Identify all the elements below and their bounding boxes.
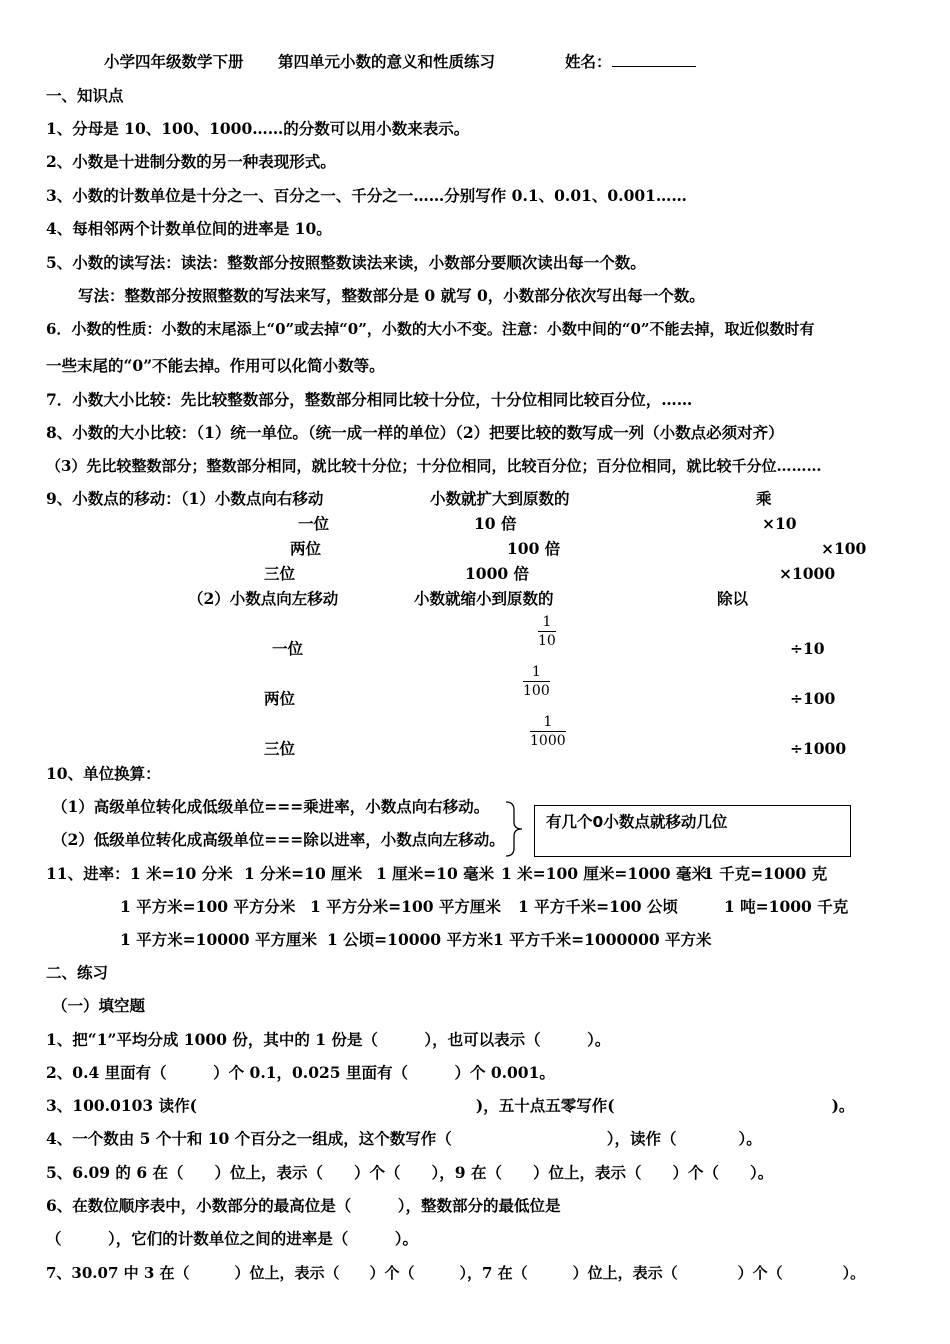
subsection-fill-blank: （一）填空题 (52, 996, 146, 1015)
question-5: 5、6.09 的 6 在（ ）位上，表示（ ）个（ ），9 在（ ）位上，表示（ ）个（ ）。 (46, 1163, 774, 1182)
rate-r2-3: 1 吨=1000 千克 (724, 897, 849, 916)
rate-r1-3: 1 米=100 厘米=1000 毫米 (501, 864, 707, 883)
point-11-title: 11、进率： (46, 864, 130, 883)
left-row-1-c: ÷10 (790, 639, 825, 658)
left-row-1-a: 一位 (272, 639, 304, 658)
right-row-3-b: 1000 倍 (465, 564, 530, 583)
point-8-line-2: （3）先比较整数部分；整数部分相同，就比较十分位；十分位相同，比较百分位；百分位相同，就比较千分位……… (46, 457, 822, 475)
fraction-1-10: $\frac{1}{10}$ (538, 614, 556, 649)
rate-r3-2: 1 平方千米=1000000 平方米 (493, 930, 712, 949)
name-label: 姓名： (565, 52, 696, 72)
point-7: 7．小数大小比较：先比较整数部分，整数部分相同比较十分位，十分位相同比较百分位，…… (46, 390, 693, 409)
point-10-rule-2: （2）低级单位转化成高级单位===除以进率，小数点向左移动。 (52, 830, 505, 849)
left-row-3-a: 三位 (264, 739, 296, 758)
header-unit: 第四单元小数的意义和性质练习 (278, 52, 496, 71)
question-1: 1、把“1”平均分成 1000 份，其中的 1 份是（ ），也可以表示（ ）。 (46, 1030, 611, 1049)
left-row-2-c: ÷100 (790, 689, 836, 708)
right-row-2-c: ×100 (821, 539, 867, 558)
point-1: 1、分母是 10、100、1000……的分数可以用小数来表示。 (46, 119, 470, 138)
point-3: 3、小数的计数单位是十分之一、百分之一、千分之一……分别写作 0.1、0.01、0.001…… (46, 186, 687, 205)
point-6-line-1: 6．小数的性质：小数的末尾添上“0”或去掉“0”，小数的大小不变。注意：小数中间的“0”不能去掉，取近似数时有 (46, 320, 815, 338)
question-6-line-2: （ ），它们的计数单位之间的进率是（ ）。 (46, 1229, 419, 1248)
right-brace-icon (502, 800, 526, 858)
rate-r3-1: 1 公顷=10000 平方米 (327, 930, 493, 949)
question-2: 2、0.4 里面有（ ）个 0.1，0.025 里面有（ ）个 0.001。 (46, 1063, 555, 1082)
point-4: 4、每相邻两个计数单位间的进率是 10。 (46, 219, 332, 238)
section-1-title: 一、知识点 (46, 86, 124, 105)
name-blank[interactable] (612, 52, 696, 67)
left-row-2-a: 两位 (264, 689, 296, 708)
left-move-col2: 小数就缩小到原数的 (414, 589, 554, 608)
right-row-1-a: 一位 (298, 514, 330, 533)
point-10-title: 10、单位换算： (46, 764, 161, 783)
right-row-2-a: 两位 (290, 539, 322, 558)
point-9-col3: 乘 (756, 489, 772, 508)
point-10-rule-1: （1）高级单位转化成低级单位===乘进率，小数点向右移动。 (52, 797, 490, 816)
point-8-line-1: 8、小数的大小比较：（1）统一单位。（统一成一样的单位）（2）把要比较的数写成一列（小数点必须对齐） (46, 423, 784, 442)
rate-r2-2: 1 平方千米=100 公顷 (518, 897, 678, 916)
left-move-label: （2）小数点向左移动 (188, 589, 339, 608)
left-move-col3: 除以 (717, 589, 749, 608)
rate-r3-0: 1 平方米=10000 平方厘米 (120, 930, 317, 949)
right-row-1-b: 10 倍 (474, 514, 517, 533)
question-4: 4、一个数由 5 个十和 10 个百分之一组成，这个数写作（ ），读作（ ）。 (46, 1129, 762, 1148)
right-row-1-c: ×10 (762, 514, 797, 533)
point-5: 5、小数的读写法：读法：整数部分按照整数读法来读，小数部分要顺次读出每一个数。 (46, 253, 646, 272)
rate-r1-4: 1 千克=1000 克 (703, 864, 828, 883)
question-7: 7、30.07 中 3 在（ ）位上，表示（ ）个（ ），7 在（ ）位上，表示（ ）个（ ）。 (46, 1264, 866, 1282)
right-row-3-a: 三位 (264, 564, 296, 583)
fraction-1-1000: $\frac{1}{1000}$ (530, 714, 566, 749)
rate-r2-0: 1 平方米=100 平方分米 (120, 897, 296, 916)
fraction-1-100: $\frac{1}{100}$ (523, 664, 550, 699)
section-2-title: 二、练习 (46, 963, 109, 982)
header-title: 小学四年级数学下册 (104, 52, 244, 71)
point-5-write: 写法：整数部分按照整数的写法来写，整数部分是 0 就写 0，小数部分依次写出每一个数。 (78, 286, 705, 305)
note-text: 有几个0小数点就移动几位 (546, 812, 728, 831)
question-3: 3、100.0103 读作( )，五十点五零写作( )。 (46, 1096, 855, 1115)
right-row-3-c: ×1000 (779, 564, 836, 583)
rate-r1-2: 1 厘米=10 毫米 (376, 864, 495, 883)
point-9-label: 9、小数点的移动：（1）小数点向右移动 (46, 489, 324, 508)
rate-r1-0: 1 米=10 分米 (130, 864, 233, 883)
left-row-3-c: ÷1000 (790, 739, 847, 758)
rate-r1-1: 1 分米=10 厘米 (244, 864, 363, 883)
right-row-2-b: 100 倍 (507, 539, 561, 558)
point-9-col2: 小数就扩大到原数的 (430, 489, 570, 508)
rate-r2-1: 1 平方分米=100 平方厘米 (310, 897, 501, 916)
question-6-line-1: 6、在数位顺序表中，小数部分的最高位是（ ），整数部分的最低位是 (46, 1196, 561, 1215)
point-6-line-2: 一些末尾的“0”不能去掉。作用可以化简小数等。 (46, 356, 385, 375)
point-2: 2、小数是十进制分数的另一种表现形式。 (46, 152, 336, 171)
